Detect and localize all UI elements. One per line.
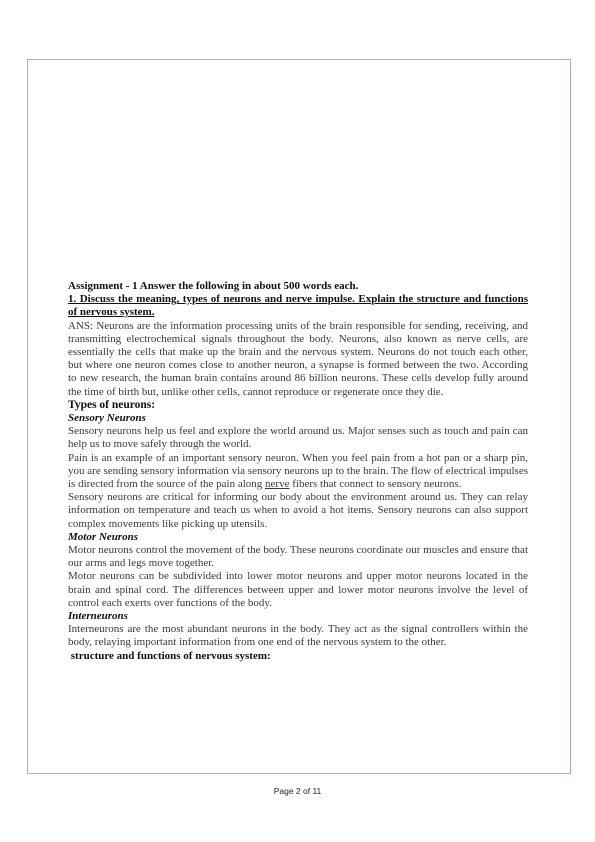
interneurons-paragraph-1: Interneurons are the most abundant neurons in the body. They act as the signal controllers within the body, relaying important information from one end of the nervous system to the other. (68, 623, 528, 649)
motor-paragraph-2: Motor neurons can be subdivided into lower motor neurons and upper motor neurons located in the brain and spinal cord. The differences between upper and lower motor neurons involve the level of control each exerts over functions of the body. (68, 570, 528, 609)
nerve-underlined-word: nerve (265, 478, 290, 491)
question-text: 1. Discuss the meaning, types of neurons and nerve impulse. Explain the structure and functions of nervous system. (68, 293, 528, 319)
assignment-title: Assignment - 1 Answer the following in about 500 words each. (68, 280, 359, 292)
sensory-heading: Sensory Neurons (68, 412, 146, 425)
sensory-paragraph-1: Sensory neurons help us feel and explore the world around us. Major senses such as touch and pain can help us to move safely through the world. (68, 425, 528, 451)
motor-heading: Motor Neurons (68, 530, 138, 543)
motor-paragraph-1: Motor neurons control the movement of the body. These neurons coordinate our muscles and ensure that our arms and legs move together. (68, 544, 528, 570)
sensory-p2-text-a: Pain is an example of an important sensory neuron. When you feel pain from a hot pan or a sharp pin, you are sending sensory information via sensory neurons up to the brain. The flow of electrical impulses is directed from the source of the pain along (68, 451, 528, 491)
document-body (68, 280, 528, 663)
sensory-paragraph-3: Sensory neurons are critical for informing our body about the environment around us. They can relay information on temperature and teach us when to avoid a hot items. Sensory neurons can also support complex movements like picking up utensils. (68, 491, 528, 530)
sensory-p2-text-b: fibers that connect to sensory neurons. (289, 478, 462, 491)
page-number: Page 2 of 11 (273, 786, 322, 796)
interneurons-heading: Interneurons (68, 610, 128, 623)
types-heading: Types of neurons: (68, 398, 156, 411)
sensory-paragraph-2 (68, 452, 528, 492)
answer-intro: ANS: Neurons are the information processing units of the brain responsible for sending, receiving, and transmitting electrochemical signals throughout the body. Neurons, also known as nerve cells, are essentially the cells that make up the brain and the nervous system. Neurons do not touch each other, but where one neuron comes close to another neuron, a synapse is formed between the two. According to new research, the human brain contains around 86 billion neurons. These cells develop fully around the time of birth but, unlike other cells, cannot reproduce or regenerate once they die. (68, 319, 528, 398)
structure-heading: structure and functions of nervous system: (68, 649, 271, 662)
